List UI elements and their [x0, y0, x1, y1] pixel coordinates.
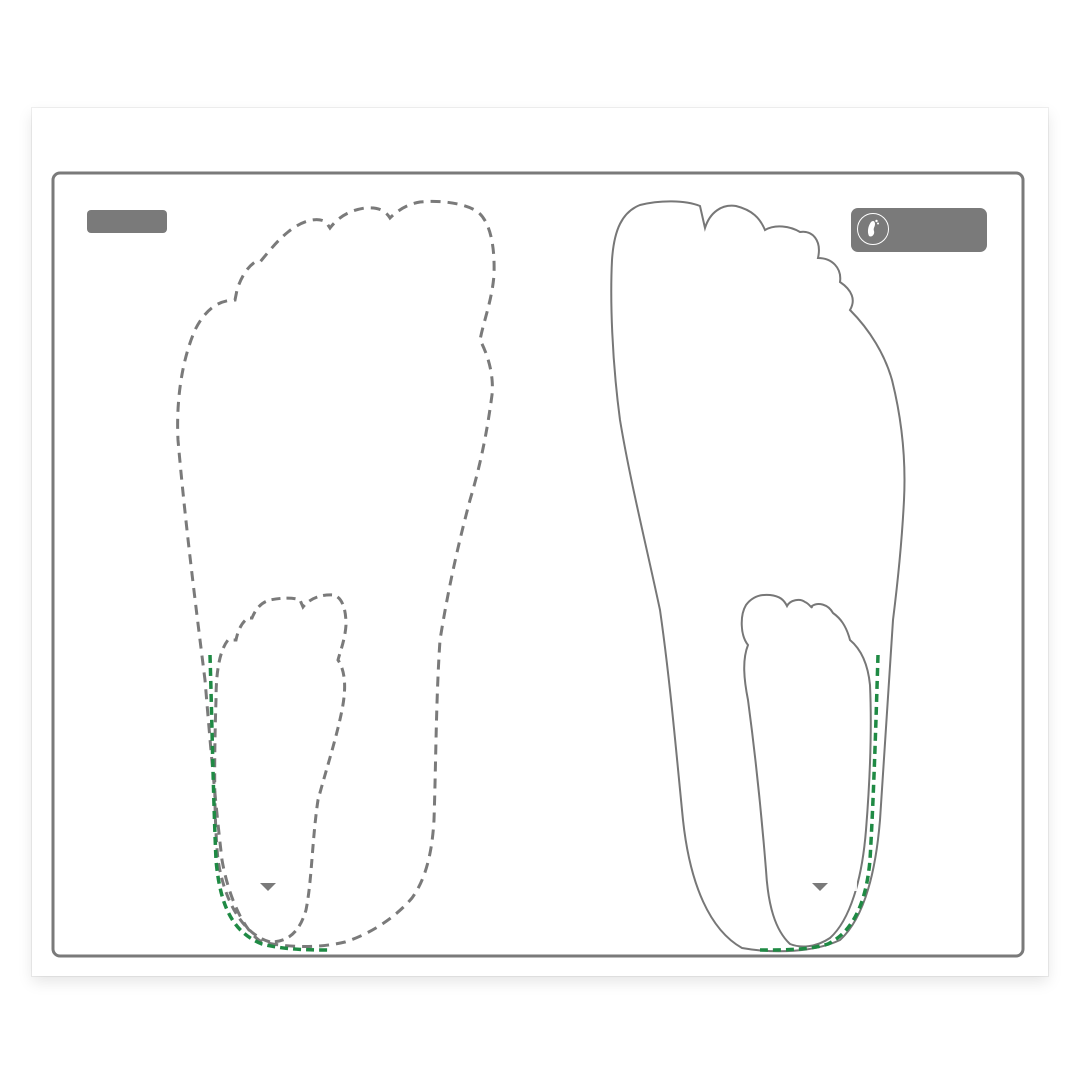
adult-foot-dashed-outline [178, 201, 495, 946]
child-foot-solid-outline [742, 595, 871, 947]
adult-foot-solid-outline [611, 201, 904, 951]
left-alignment-dotted-line [210, 655, 332, 950]
right-heel-marker [783, 880, 857, 891]
heel-arrow-icon [812, 883, 828, 891]
left-heel-marker [231, 880, 305, 891]
centimeter-badge [87, 210, 167, 233]
right-alignment-dotted-line [760, 655, 878, 950]
logo-mark [858, 214, 887, 243]
flat-foot-center-badge [851, 208, 987, 252]
footprint-logo-icon [857, 213, 889, 245]
heel-arrow-icon [260, 883, 276, 891]
